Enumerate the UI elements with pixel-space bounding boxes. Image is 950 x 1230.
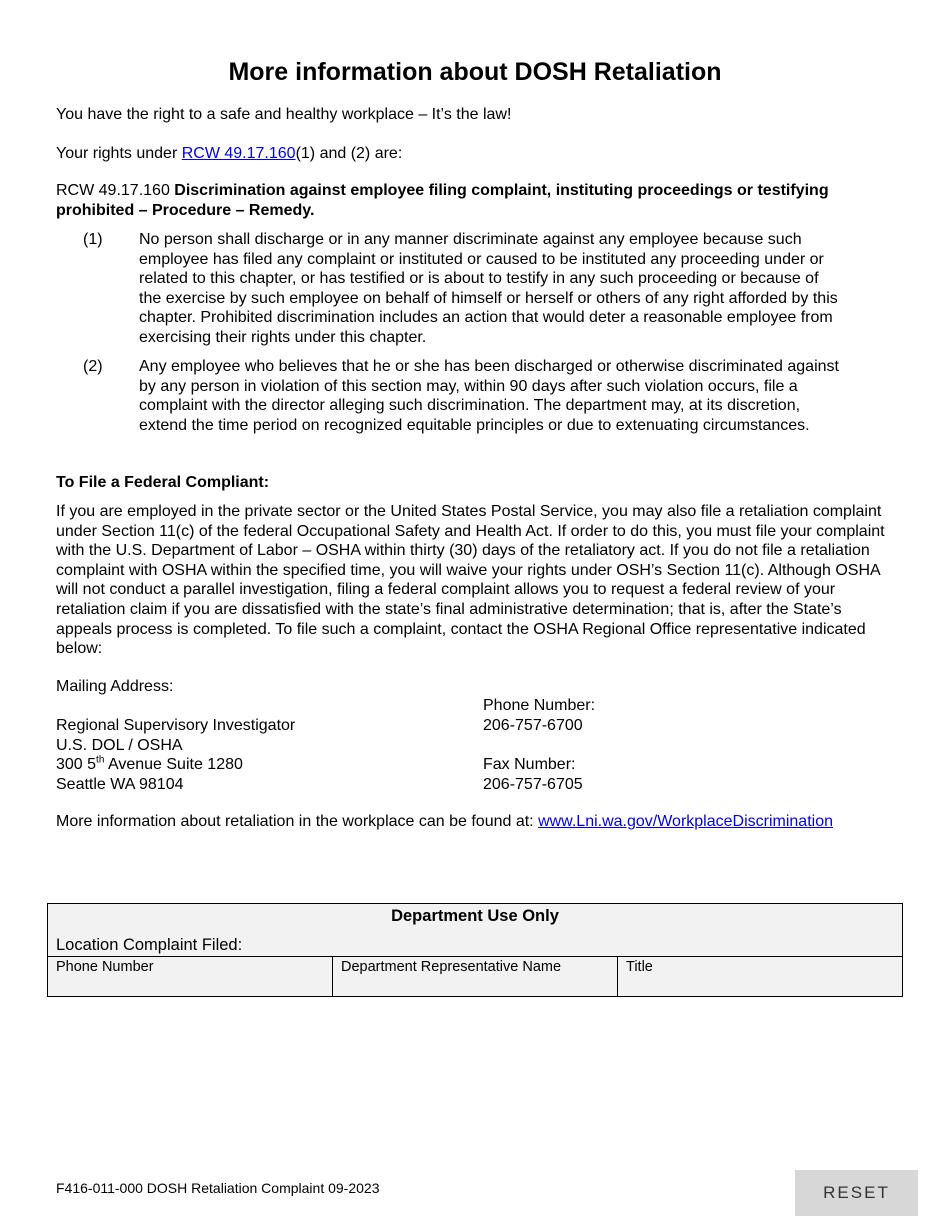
more-info-text: More information about retaliation in the workplace can be found at: xyxy=(56,813,539,830)
more-info-line xyxy=(56,812,833,832)
law-code: RCW 49.17.160 xyxy=(56,182,175,199)
rights-line xyxy=(56,144,402,164)
federal-heading: To File a Federal Compliant: xyxy=(56,474,270,491)
workplace-discrimination-link[interactable]: www.Lni.wa.gov/WorkplaceDiscrimination xyxy=(538,813,833,830)
law-item-number: (2) xyxy=(83,358,103,375)
address-line-4: Seattle WA 98104 xyxy=(56,775,184,793)
title-field[interactable]: Title xyxy=(626,959,653,975)
mailing-address xyxy=(56,716,295,794)
address-line-1: Regional Supervisory Investigator xyxy=(56,717,296,734)
rights-suffix: (1) and (2) are: xyxy=(295,145,403,162)
form-footer: F416-011-000 DOSH Retaliation Complaint 09-2023 xyxy=(56,1180,380,1196)
mailing-label: Mailing Address: xyxy=(56,678,174,695)
fax-block xyxy=(483,755,583,794)
address-line-2: U.S. DOL / OSHA xyxy=(56,736,183,754)
law-item-text: Any employee who believes that he or she has been discharged or otherwise discriminated against by any person in violation of this section may, within 90 days after such violation occurs, file a complaint with the director alleging such discrimination. The department may, at its discretion, extend the time period on recognized equitable principles or due to extenuating circumstances. xyxy=(139,358,839,434)
representative-name-field[interactable]: Department Representative Name xyxy=(333,957,618,996)
page-title: More information about DOSH Retaliation xyxy=(228,58,722,86)
rcw-link[interactable]: RCW 49.17.160 xyxy=(181,145,296,162)
address-line-3: 300 5th Avenue Suite 1280 xyxy=(56,754,243,774)
location-complaint-field[interactable]: Location Complaint Filed: xyxy=(56,936,243,954)
rights-prefix: Your rights under xyxy=(56,145,182,162)
phone-number: 206-757-6700 xyxy=(483,716,583,734)
reset-button[interactable]: RESET xyxy=(795,1170,918,1216)
department-use-table xyxy=(47,903,903,997)
department-title: Department Use Only xyxy=(391,907,559,925)
department-header xyxy=(48,904,902,957)
fax-number: 206-757-6705 xyxy=(483,775,583,793)
law-item-text: No person shall discharge or in any manner discriminate against any employee because such employee has filed any complaint or instituted or caused to be instituted any proceeding under or related to this chapter, or has testified or is about to testify in any such proceeding or because of the exercise by such employee on behalf of himself or herself or others of any right afforded by this chapter. Prohibited discrimination includes an action that would deter a reasonable employee from exercising their rights under this chapter. xyxy=(139,231,838,346)
federal-text: If you are employed in the private sector or the United States Postal Service, you may also file a retaliation complaint under Section 11(c) of the federal Occupational Safety and Health Act. If order to do this, you must file your complaint with the U.S. Department of Labor – OSHA within thirty (30) days of the retaliatory act. If you do not file a retaliation complaint with OSHA within the specified time, you will waive your rights under OSH’s Section 11(c). Although OSHA will not conduct a parallel investigation, filing a federal complaint allows you to request a federal review of your retaliation claim if you are dissatisfied with the state’s final administrative determination; that is, after the State’s appeals process is completed. To file such a complaint, contact the OSHA Regional Office representative indicated below: xyxy=(56,503,885,658)
law-item-number: (1) xyxy=(83,231,103,248)
law-title: Discrimination against employee filing complaint, instituting proceedings or testifying prohibited – Procedure – Remedy. xyxy=(56,182,829,219)
phone-label: Phone Number: xyxy=(483,697,596,714)
law-heading xyxy=(56,181,891,220)
fax-label: Fax Number: xyxy=(483,756,576,773)
phone-number-field[interactable]: Phone Number xyxy=(48,957,333,996)
phone-block xyxy=(483,696,595,735)
intro-text: You have the right to a safe and healthy workplace – It’s the law! xyxy=(56,106,512,123)
